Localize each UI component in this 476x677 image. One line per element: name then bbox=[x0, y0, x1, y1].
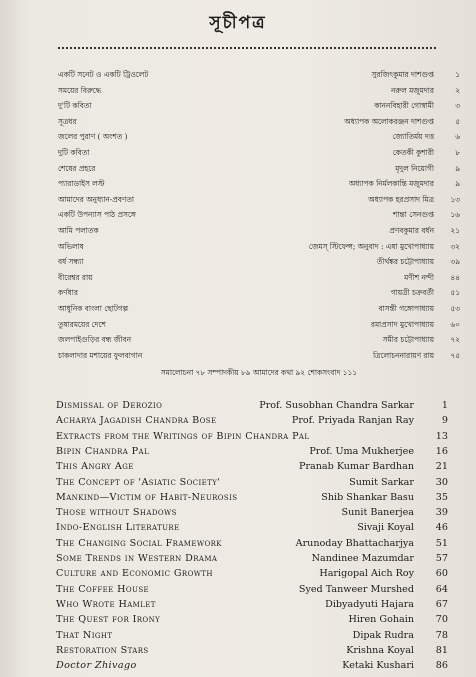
bengali-toc-entry bbox=[58, 271, 460, 285]
bengali-entry-author: রমাপ্রসাদ মুখোপাধ্যায় bbox=[370, 319, 434, 329]
dotted-divider bbox=[58, 47, 436, 49]
bengali-entry-page: ১৩ bbox=[450, 194, 460, 204]
english-entry-page: 78 bbox=[435, 629, 448, 641]
english-entry-title: This Angry Age bbox=[56, 461, 134, 473]
bengali-entry-title: একটি উপন্যাস পাঠ প্রসঙ্গে bbox=[58, 210, 136, 220]
bengali-toc-entry bbox=[58, 115, 460, 129]
english-toc-entry bbox=[56, 566, 448, 582]
english-toc-entry bbox=[56, 444, 448, 460]
bengali-entry-title: একটি সনেট ও একটি ট্রিওলেট bbox=[58, 70, 149, 79]
bengali-entry-page: ৬০ bbox=[450, 319, 460, 329]
bengali-toc-entry bbox=[58, 255, 460, 269]
english-entry-page: 39 bbox=[435, 507, 448, 519]
english-entry-page: 67 bbox=[435, 598, 448, 610]
english-entry-page: 51 bbox=[435, 537, 448, 549]
bengali-entry-title: আধুনিক বাংলা ছোটগল্প bbox=[58, 304, 129, 313]
english-entry-title: The Changing Social Framework bbox=[56, 537, 222, 549]
english-entry-author: Syed Tanweer Murshed bbox=[298, 583, 414, 595]
bengali-entry-page: ৫১ bbox=[450, 288, 460, 298]
bengali-entry-author: অধ্যাপক হরপ্রসাদ মিত্র bbox=[368, 194, 434, 204]
english-entry-author: Sumit Sarkar bbox=[349, 476, 414, 488]
bengali-entry-title: শেষের প্রহরে bbox=[58, 163, 96, 173]
bengali-entry-page: ৩২ bbox=[450, 241, 460, 251]
bengali-entry-author: গায়ত্রী চক্রবর্তী bbox=[390, 288, 434, 298]
english-entry-title: The Quest for Irony bbox=[56, 614, 161, 626]
english-entry-title: Restoration Stars bbox=[56, 644, 149, 656]
english-toc-entry bbox=[56, 536, 448, 552]
bengali-toc-entry bbox=[58, 240, 460, 254]
bengali-entry-page: ৩৯ bbox=[450, 257, 460, 267]
english-entry-author: Sunit Banerjea bbox=[341, 507, 414, 519]
english-entry-title: Those without Shadows bbox=[56, 507, 177, 519]
bengali-entry-page: ৭২ bbox=[450, 335, 460, 345]
english-entry-author: Harigopal Aich Roy bbox=[319, 568, 414, 580]
english-entry-author: Prof. Priyada Ranjan Ray bbox=[291, 415, 414, 427]
english-entry-title: Culture and Economic Growth bbox=[56, 568, 213, 580]
english-entry-page: 16 bbox=[435, 445, 448, 457]
bengali-toc-entry bbox=[58, 84, 460, 98]
bengali-entry-page: ৮ bbox=[455, 148, 460, 157]
english-entry-author: Krishna Koyal bbox=[346, 644, 414, 656]
english-toc-entry bbox=[56, 658, 448, 674]
english-entry-author: Shib Shankar Basu bbox=[321, 491, 414, 503]
english-entry-author: Nandinee Mazumdar bbox=[311, 553, 414, 564]
bengali-toc-entry bbox=[58, 224, 460, 238]
english-toc-entry bbox=[56, 551, 448, 567]
bengali-entry-author: কেতকী কুশারী bbox=[392, 148, 434, 157]
english-entry-page: 46 bbox=[435, 522, 448, 534]
bengali-entry-author: জ্যোতির্ময় দত্ত bbox=[392, 132, 434, 142]
bengali-toc-entry bbox=[58, 193, 460, 207]
english-entry-title: Acharya Jagadish Chandra Bose bbox=[56, 415, 217, 427]
bengali-entry-title: কর্ণধার bbox=[58, 288, 78, 298]
bengali-entry-title: বীরেশ্বর রায় bbox=[58, 272, 93, 282]
bengali-entry-author: প্রণবকুমার বর্ধন bbox=[389, 226, 434, 235]
english-toc-entry bbox=[56, 612, 448, 628]
bengali-entry-title: দুটি কবিতা bbox=[58, 148, 90, 157]
bengali-entry-title: দু'টি কবিতা bbox=[58, 101, 92, 111]
bengali-toc-entry bbox=[58, 318, 460, 332]
english-toc-entry bbox=[56, 490, 448, 506]
bengali-toc-entry bbox=[58, 177, 460, 191]
bengali-entry-title: জলের পুরাণ ( অংশত ) bbox=[58, 132, 128, 142]
bengali-entry-title: সময়ের বিরুদ্ধে bbox=[58, 85, 102, 95]
english-entry-author: Pranab Kumar Bardhan bbox=[298, 461, 414, 473]
english-entry-title: Mankind—Victim of Habit-Neurosis bbox=[56, 491, 238, 503]
english-entry-page: 81 bbox=[435, 644, 448, 656]
english-toc-entry bbox=[56, 628, 448, 644]
bengali-entry-title: তুষারময়ের দেশে bbox=[58, 319, 106, 329]
bengali-entry-title: সূত্রধর bbox=[58, 116, 77, 126]
english-entry-author: Sivaji Koyal bbox=[357, 522, 414, 534]
bengali-entry-page: ৫৩ bbox=[450, 304, 460, 313]
bengali-entry-page: ২ bbox=[455, 85, 460, 95]
bengali-entry-page: ৯ bbox=[455, 163, 460, 173]
bengali-entry-author: সমীর চট্টোপাধ্যায় bbox=[382, 335, 434, 345]
bengali-entry-author: বাসন্তী গঙ্গোপাধ্যায় bbox=[378, 304, 434, 313]
english-entry-page: 21 bbox=[435, 461, 448, 473]
bengali-entry-author: কাননবিহারী গোস্বামী bbox=[374, 101, 434, 111]
bengali-entry-page: ৭৫ bbox=[450, 350, 460, 360]
bengali-toc-entry bbox=[58, 146, 460, 160]
english-entry-author: Ketaki Kushari bbox=[342, 660, 414, 672]
english-toc-entry bbox=[56, 475, 448, 491]
bengali-entry-page: ৬ bbox=[455, 132, 460, 142]
bengali-entry-title: চাকলাদার মশায়ের ফুলবাগান bbox=[58, 350, 143, 360]
english-entry-title: Doctor Zhivago bbox=[56, 660, 137, 672]
bengali-toc-entry bbox=[58, 302, 460, 316]
english-entry-title: That Night bbox=[56, 629, 113, 641]
bengali-toc-entry bbox=[58, 286, 460, 300]
bengali-entry-page: ১৬ bbox=[450, 210, 460, 220]
english-entry-page: 64 bbox=[435, 583, 448, 595]
page-title: সূচীপত্র bbox=[209, 13, 267, 33]
english-toc-entry bbox=[56, 429, 448, 445]
bengali-entry-author: নরুল মজুমদার bbox=[391, 85, 434, 95]
bengali-entry-title: জলপাইগুড়ির বন্ধ জীবন bbox=[58, 335, 132, 345]
bengali-toc-entry bbox=[58, 99, 460, 113]
english-toc-entry bbox=[56, 643, 448, 659]
english-entry-title: Indo-English Literature bbox=[56, 522, 180, 534]
english-entry-page: 9 bbox=[441, 415, 448, 427]
english-toc-entry bbox=[56, 505, 448, 521]
english-toc-entry bbox=[56, 582, 448, 598]
bengali-entry-author: সুরজিৎকুমার দাশগুপ্ত bbox=[371, 70, 434, 79]
english-entry-title: Dismissal of Derozio bbox=[56, 400, 163, 411]
english-entry-author: Arunoday Bhattacharjya bbox=[295, 537, 414, 549]
english-entry-page: 13 bbox=[435, 430, 448, 442]
english-entry-author: Dibyadyuti Hajara bbox=[325, 598, 414, 610]
english-toc-entry bbox=[56, 459, 448, 475]
english-toc-entry bbox=[56, 597, 448, 613]
bengali-entry-author: তীর্থঙ্কর চট্টোপাধ্যায় bbox=[376, 257, 434, 267]
bengali-toc-entry bbox=[58, 349, 460, 363]
bengali-entry-title: বর্ষ সন্ধ্যা bbox=[58, 257, 84, 267]
bengali-toc-entry bbox=[58, 208, 460, 222]
english-toc-entry bbox=[56, 398, 448, 414]
bengali-entry-page: ৯ bbox=[455, 179, 460, 189]
bengali-entry-author: ত্রিলোচননারায়ণ রায় bbox=[372, 350, 434, 360]
bengali-entry-page: ৫ bbox=[455, 116, 460, 126]
bengali-entry-page: ৩ bbox=[455, 101, 460, 111]
english-entry-author: Prof. Uma Mukherjee bbox=[309, 445, 414, 457]
bengali-entry-author: অধ্যাপক নির্মলকান্তি মজুমদার bbox=[348, 179, 434, 189]
english-entry-title: The Coffee House bbox=[56, 583, 150, 595]
english-entry-page: 35 bbox=[435, 491, 448, 503]
english-entry-title: Who Wrote Hamlet bbox=[56, 598, 156, 610]
bengali-entry-title: আমি পলাতক bbox=[58, 226, 99, 235]
bengali-toc-entry bbox=[58, 68, 460, 82]
bengali-toc-entry bbox=[58, 333, 460, 347]
english-entry-author: Dipak Rudra bbox=[352, 629, 414, 641]
bengali-entry-page: ২১ bbox=[450, 226, 460, 235]
bengali-entry-page: ১ bbox=[455, 70, 460, 79]
bengali-entry-title: প্যারাডাইস লস্ট bbox=[58, 179, 105, 189]
bengali-footer-line: সমালোচনা ৭৮ সম্পাদকীয় ৮৯ আমাদের কথা ৯২ শোকসংবাদ ১১১ bbox=[160, 368, 358, 377]
english-entry-title: Extracts from the Writings of Bipin Chandra Pal bbox=[56, 430, 310, 442]
english-entry-title: The Concept of 'Asiatic Society' bbox=[56, 476, 221, 488]
english-entry-page: 70 bbox=[435, 614, 448, 626]
bengali-entry-author: জেমস্ স্টিফেন্স; অনুবাদ : এষা মুখোপাধ্যায় bbox=[308, 241, 434, 251]
english-entry-page: 57 bbox=[435, 553, 448, 564]
english-entry-author: Prof. Susobhan Chandra Sarkar bbox=[259, 400, 414, 411]
english-entry-title: Some Trends in Western Drama bbox=[56, 553, 218, 564]
english-entry-page: 30 bbox=[435, 476, 448, 488]
bengali-entry-page: ৪৪ bbox=[450, 272, 460, 282]
bengali-toc-entry bbox=[58, 162, 460, 176]
english-entry-author: Hiren Gohain bbox=[348, 614, 414, 626]
english-entry-page: 86 bbox=[435, 660, 448, 672]
bengali-entry-title: আমাদের অনুধ্যান-প্রবণতা bbox=[58, 194, 135, 204]
bengali-entry-author: মৃদুল নিয়োগী bbox=[395, 163, 434, 173]
english-entry-page: 60 bbox=[435, 568, 448, 580]
bengali-toc-entry bbox=[58, 130, 460, 144]
english-toc-entry bbox=[56, 520, 448, 536]
bengali-entry-title: অভিলাষ bbox=[58, 241, 84, 251]
english-toc-entry bbox=[56, 413, 448, 429]
english-entry-page: 1 bbox=[441, 400, 448, 411]
bengali-entry-author: অধ্যাপক অলোকরঞ্জন দাশগুপ্ত bbox=[344, 116, 434, 126]
bengali-entry-author: মণীশ নন্দী bbox=[404, 272, 434, 282]
english-entry-title: Bipin Chandra Pal bbox=[56, 445, 150, 457]
bengali-entry-author: শান্তা সেনগুপ্ত bbox=[392, 210, 434, 220]
